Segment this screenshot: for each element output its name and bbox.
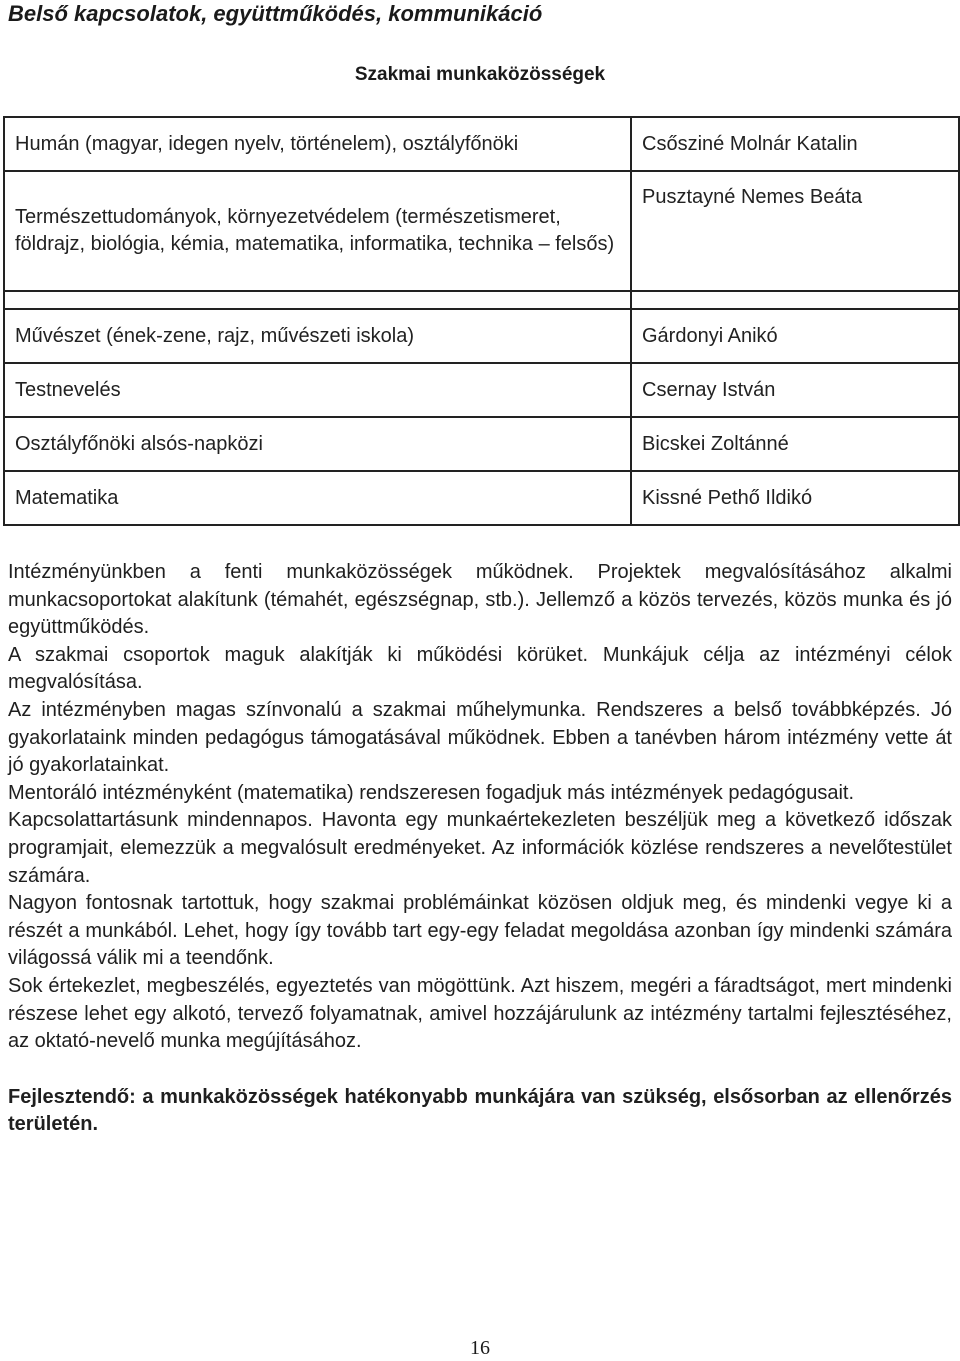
group-name: Testnevelés <box>4 363 631 417</box>
group-name: Humán (magyar, idegen nyelv, történelem), osztályfőnöki <box>4 117 631 171</box>
group-name: Osztályfőnöki alsós-napközi <box>4 417 631 471</box>
paragraph: Intézményünkben a fenti munkaközösségek működnek. Projektek megvalósításához alkalmi munkacsoportokat alakítunk (témahét, egészségnap, stb.). Jellemző a közös tervezés, közös munka és jó együttműködés. <box>8 561 952 639</box>
group-name: Matematika <box>4 471 631 525</box>
table-row <box>4 363 959 417</box>
body-text <box>8 559 952 1139</box>
table-row <box>4 471 959 525</box>
group-leader: Kissné Pethő Ildikó <box>631 471 959 525</box>
work-groups-table <box>3 116 960 526</box>
paragraph: Kapcsolattartásunk mindennapos. Havonta egy munkaértekezleten beszéljük meg a következő időszak programjait, elemezzük a megvalósult eredményeket. Az információk közlése rendszeres a nevelőtestület számára. <box>8 809 952 887</box>
group-name: Természettudományok, környezetvédelem (természetismeret, földrajz, biológia, kémia, matematika, informatika, technika – felsős) <box>4 171 631 291</box>
group-leader: Bicskei Zoltánné <box>631 417 959 471</box>
group-leader: Csősziné Molnár Katalin <box>631 117 959 171</box>
group-name: Művészet (ének-zene, rajz, művészeti iskola) <box>4 309 631 363</box>
paragraph: Nagyon fontosnak tartottuk, hogy szakmai problémáinkat közösen oldjuk meg, és mindenki vegye ki a részét a munkából. Lehet, hogy így tovább tart egy-egy feladat megoldása azonban így mindenki számára világossá válik mi a teendőnk. <box>8 892 952 970</box>
paragraph: Az intézményben magas színvonalú a szakmai műhelymunka. Rendszeres a belső továbbképzés. Jó gyakorlataink minden pedagógus támogatásával működnek. Ebben a tanévben három intézmény vette át jó gyakorlatainkat. <box>8 698 952 777</box>
table-row <box>4 309 959 363</box>
paragraph: A szakmai csoportok maguk alakítják ki működési körüket. Munkájuk célja az intézményi célok megvalósítása. <box>8 643 952 694</box>
table-row <box>4 417 959 471</box>
conclusion-paragraph: Fejlesztendő: a munkaközösségek hatékonyabb munkájára van szükség, elsősorban az ellenőrzés területén. <box>8 1085 952 1136</box>
table-row <box>4 117 959 171</box>
table-title: Szakmai munkaközösségek <box>354 64 606 85</box>
page-number: 16 <box>470 1337 490 1359</box>
table-row <box>4 171 959 291</box>
group-leader: Csernay István <box>631 363 959 417</box>
group-leader: Pusztayné Nemes Beáta <box>631 171 959 291</box>
section-heading: Belső kapcsolatok, együttműködés, kommunikáció <box>8 1 543 26</box>
paragraph: Mentoráló intézményként (matematika) rendszeresen fogadjuk más intézmények pedagógusait. <box>8 781 854 804</box>
paragraph: Sok értekezlet, megbeszélés, egyeztetés van mögöttünk. Azt hiszem, megéri a fáradtságot, mert mindenki részese lehet egy alkotó, tervező folyamatnak, amivel hozzájárulunk az intézmény tartalmi fejlesztéséhez, az oktató-nevelő munka megújításához. <box>8 974 952 1053</box>
table-spacer <box>4 291 959 309</box>
group-leader: Gárdonyi Anikó <box>631 309 959 363</box>
